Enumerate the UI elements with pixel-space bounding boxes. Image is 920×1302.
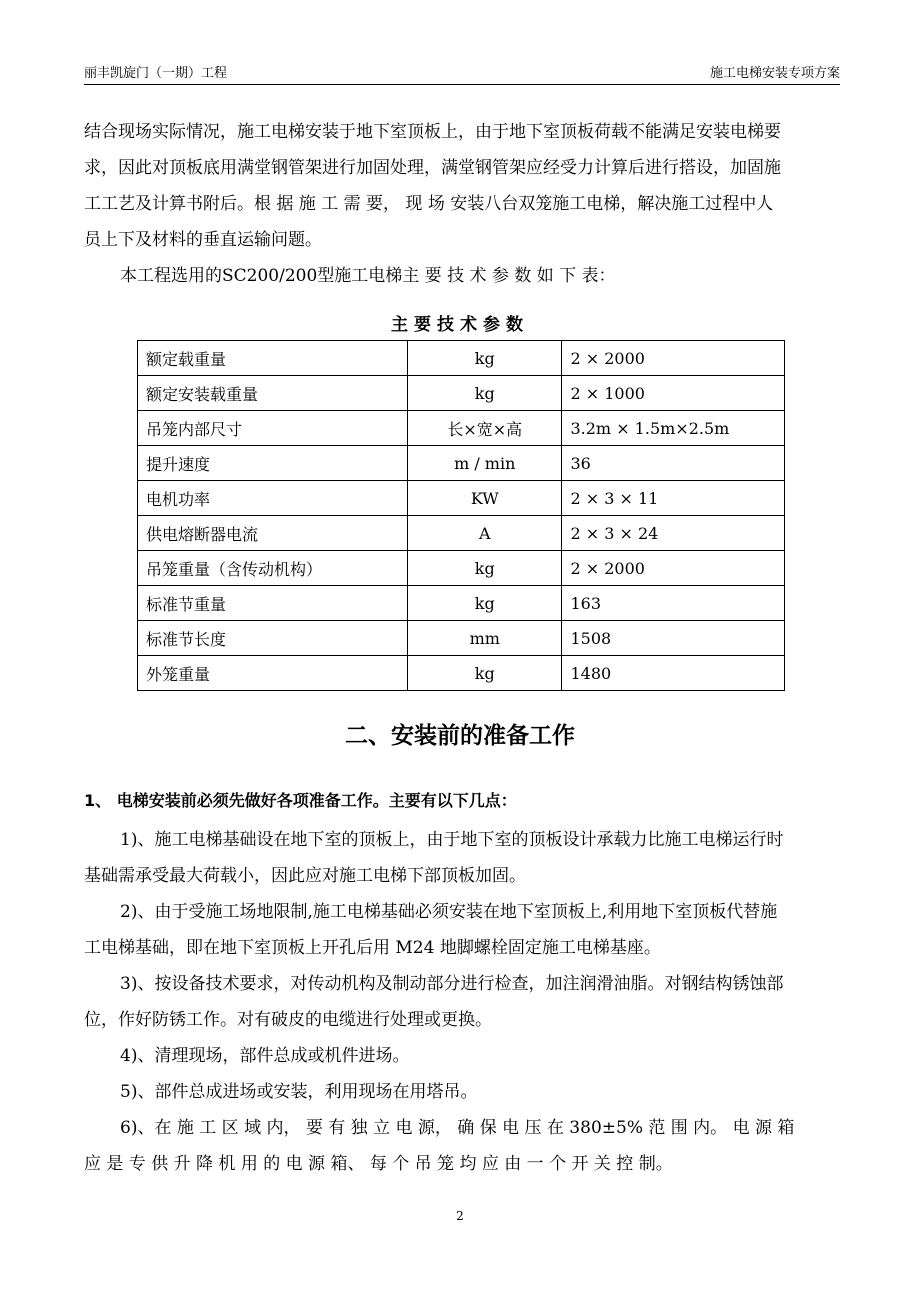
preparation-item-line: 基础需承受最大荷载小，因此应对施工电梯下部顶板加固。 — [84, 866, 526, 886]
preparation-item-line: 工电梯基础，即在地下室顶板上开孔后用 M24 地脚螺栓固定施工电梯基座。 — [84, 938, 661, 958]
param-unit: mm — [407, 621, 562, 656]
param-value: 1508 — [562, 621, 785, 656]
param-name: 吊笼重量（含传动机构） — [138, 551, 408, 586]
param-unit: kg — [407, 376, 562, 411]
header-document-title: 施工电梯安装专项方案 — [709, 66, 840, 81]
param-name: 额定安装载重量 — [138, 376, 408, 411]
param-value: 1480 — [562, 656, 785, 691]
param-unit: A — [407, 516, 562, 551]
param-name: 吊笼内部尺寸 — [138, 411, 408, 446]
preparation-item-line: 6)、在 施 工 区 域 内， 要 有 独 立 电 源， 确 保 电 压 在 380±5% 范 围 内。 电 源 箱 — [120, 1118, 795, 1138]
param-unit: kg — [407, 551, 562, 586]
table-row — [138, 621, 785, 656]
param-name: 额定载重量 — [138, 341, 408, 376]
intro-line: 工工艺及计算书附后。根 据 施 工 需 要， 现 场 安装八台双笼施工电梯，解决施工过程中人 — [84, 194, 774, 214]
table-row — [138, 376, 785, 411]
param-unit: kg — [407, 586, 562, 621]
header-project-name: 丽丰凯旋门（一期）工程 — [84, 66, 228, 81]
table-title: 主要技术参数 — [391, 315, 529, 335]
preparation-item-line: 5)、部件总成进场或安装，利用现场在用塔吊。 — [120, 1082, 478, 1102]
section-subtitle: 1、 电梯安装前必须先做好各项准备工作。主要有以下几点： — [84, 791, 517, 810]
table-intro-line: 本工程选用的SC200/200型施工电梯主 要 技 术 参 数 如 下 表： — [120, 266, 616, 286]
intro-paragraph — [84, 114, 844, 294]
param-name: 提升速度 — [138, 446, 408, 481]
param-value: 36 — [562, 446, 785, 481]
preparation-items — [84, 822, 844, 1182]
param-value: 2 × 1000 — [562, 376, 785, 411]
param-name: 供电熔断器电流 — [138, 516, 408, 551]
param-value: 163 — [562, 586, 785, 621]
parameters-table — [137, 340, 785, 691]
table-row — [138, 411, 785, 446]
param-unit: KW — [407, 481, 562, 516]
page-number: 2 — [456, 1209, 464, 1223]
preparation-item-line: 4)、清理现场，部件总成或机件进场。 — [120, 1046, 410, 1066]
param-name: 外笼重量 — [138, 656, 408, 691]
param-name: 标准节重量 — [138, 586, 408, 621]
page-header — [84, 62, 840, 85]
preparation-item-line: 位，作好防锈工作。对有破皮的电缆进行处理或更换。 — [84, 1010, 492, 1030]
table-row — [138, 481, 785, 516]
section-title: 二、安装前的准备工作 — [345, 723, 575, 749]
intro-line: 员上下及材料的垂直运输问题。 — [84, 230, 322, 250]
preparation-item-line: 3)、按设备技术要求，对传动机构及制动部分进行检查，加注润滑油脂。对钢结构锈蚀部 — [120, 974, 784, 994]
param-unit: kg — [407, 341, 562, 376]
param-value: 2 × 3 × 24 — [562, 516, 785, 551]
intro-line: 求，因此对顶板底用满堂钢管架进行加固处理，满堂钢管架应经受力计算后进行搭设，加固施 — [84, 158, 781, 178]
preparation-item-line: 应 是 专 供 升 降 机 用 的 电 源 箱、 每 个 吊 笼 均 应 由 一 个 开 关 控 制。 — [84, 1154, 673, 1174]
param-unit: m / min — [407, 446, 562, 481]
preparation-item-line: 1)、施工电梯基础设在地下室的顶板上，由于地下室的顶板设计承载力比施工电梯运行时 — [120, 830, 784, 850]
param-value: 2 × 2000 — [562, 551, 785, 586]
table-row — [138, 446, 785, 481]
preparation-item-line: 2)、由于受施工场地限制,施工电梯基础必须安装在地下室顶板上,利用地下室顶板代替施 — [120, 902, 778, 922]
table-row — [138, 656, 785, 691]
param-value: 3.2m × 1.5m×2.5m — [562, 411, 785, 446]
intro-line: 结合现场实际情况，施工电梯安装于地下室顶板上，由于地下室顶板荷载不能满足安装电梯要 — [84, 122, 781, 142]
table-row — [138, 341, 785, 376]
table-row — [138, 586, 785, 621]
param-name: 电机功率 — [138, 481, 408, 516]
param-unit: kg — [407, 656, 562, 691]
param-value: 2 × 3 × 11 — [562, 481, 785, 516]
table-row — [138, 551, 785, 586]
param-name: 标准节长度 — [138, 621, 408, 656]
table-row — [138, 516, 785, 551]
param-value: 2 × 2000 — [562, 341, 785, 376]
param-unit: 长×宽×高 — [407, 411, 562, 446]
